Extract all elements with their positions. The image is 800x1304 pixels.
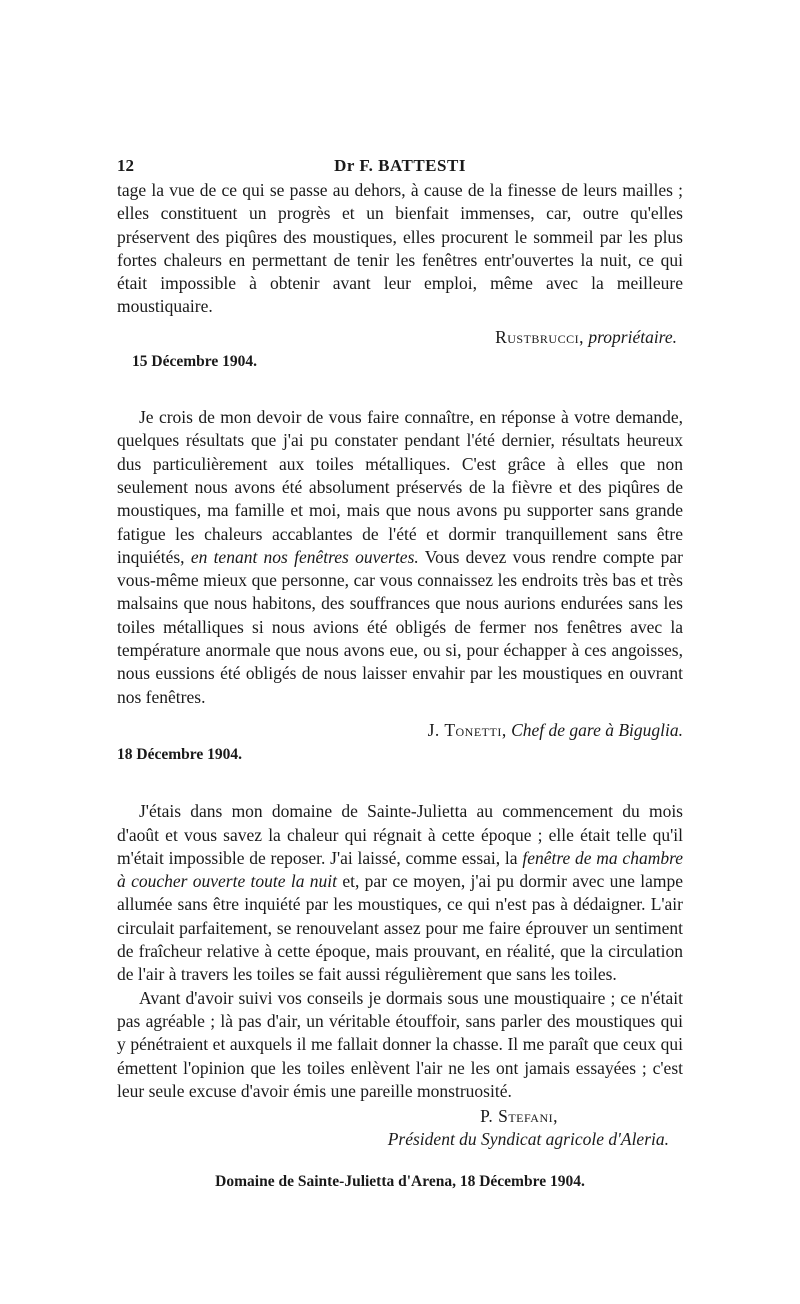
page-number: 12: [117, 156, 134, 175]
letter3-text-a: J'étais dans mon domaine de Sainte-Julietta au commencement du mois d'août et vous savez la chaleur qui régnait à cette époque ; elle était telle qu'il m'était impossible de reposer. J'ai laissé, comme essai, la: [117, 801, 683, 868]
letter1-signer-role: propriétaire.: [588, 326, 677, 347]
letter3-body: [117, 800, 683, 986]
letter2-signer-role: Chef de gare à Biguglia.: [511, 719, 683, 740]
letter3-text-b: et, par ce moyen, j'ai pu dormir avec une lampe allumée sans être inquiété par les moustiques, ce qui n'est pas à dédaigner. L'air circulait parfaitement, se renouvelant assez pour me faire éprouver un sentiment de fraîcheur relative à cette époque, mais prouvant, en réalité, que la circulation de l'air à travers les toiles se fait aussi régulièrement que sans les toiles.: [117, 871, 683, 985]
letter1-signer-name: Rustbrucci,: [495, 326, 584, 347]
letter2-signature: [117, 719, 683, 742]
letter2-body: [117, 406, 683, 709]
letter2-text-b: Vous devez vous rendre compte par vous-même mieux que personne, car vous connaissez les endroits très bas et très malsains que nous habitons, des souffrances que nous aurions endurées sans les toiles métalliques si nous avions été obligés de fermer nos fenêtres avec la température anormale que nous avons eue, ou si, pour échapper à ces angoisses, nous eussions été obligés de nous laisser envahir par les moustiques en ouvrant nos fenêtres.: [117, 546, 684, 707]
document-page: [117, 150, 683, 1193]
letter3-body-paragraph-2: Avant d'avoir suivi vos conseils je dormais sous une moustiquaire ; ce n'était pas agréable ; là pas d'air, un véritable étouffoir, sans parler des moustiques qui y pénétraient et auxquels il me fallait donner la chasse. Il me paraît que ceux qui émettent l'opinion que les toiles enlèvent l'air ne les ont jamais essayées ; c'est leur seule excuse d'avoir émis une pareille monstruosité.: [117, 987, 683, 1101]
letter3-date: Domaine de Sainte-Julietta d'Arena, 18 Décembre 1904.: [215, 1172, 585, 1190]
letter3-signer-name: P. Stefani,: [480, 1106, 558, 1127]
letter2-text-a: Je crois de mon devoir de vous faire connaître, en réponse à votre demande, quelques résultats que j'ai pu constater pendant l'été dernier, résultats heureux dus particulièrement aux toiles métalliques. C'est grâce à elles que non seulement nous avons été absolument préservés de la fièvre et des piqûres de moustiques, ma famille et moi, mais que nous avons pu supporter sans grande fatigue les chaleurs accablantes de l'été et dormir tranquillement sans être inquiétés,: [117, 407, 683, 567]
letter1-signature: [117, 326, 683, 349]
letter2-date: 18 Décembre 1904.: [117, 746, 242, 764]
letter2-italic: en tenant nos fenêtres ouvertes.: [190, 546, 419, 567]
letter3-signer-name-line: [117, 1105, 683, 1128]
letter3-italic: fenêtre de ma chambre à coucher ouverte toute la nuit: [117, 847, 684, 892]
letter3-signer-role: Président du Syndicat agricole d'Aleria.: [387, 1129, 669, 1150]
letter1-date: 15 Décembre 1904.: [132, 353, 257, 371]
running-head: [117, 150, 683, 176]
letter1-body: tage la vue de ce qui se passe au dehors, à cause de la finesse de leurs mailles ; elles constituent un progrès et un bienfait immenses, car, outre qu'elles préservent des piqûres des moustiques, elles procurent le sommeil par les plus fortes chaleurs en permettant de tenir les fenêtres entr'ouvertes la nuit, ce qui était impossible à obtenir avant leur emploi, même avec la meilleure moustiquaire.: [117, 180, 683, 317]
letter2-signer-name: J. Tonetti,: [427, 719, 507, 740]
running-title: Dr F. BATTESTI: [334, 156, 466, 175]
